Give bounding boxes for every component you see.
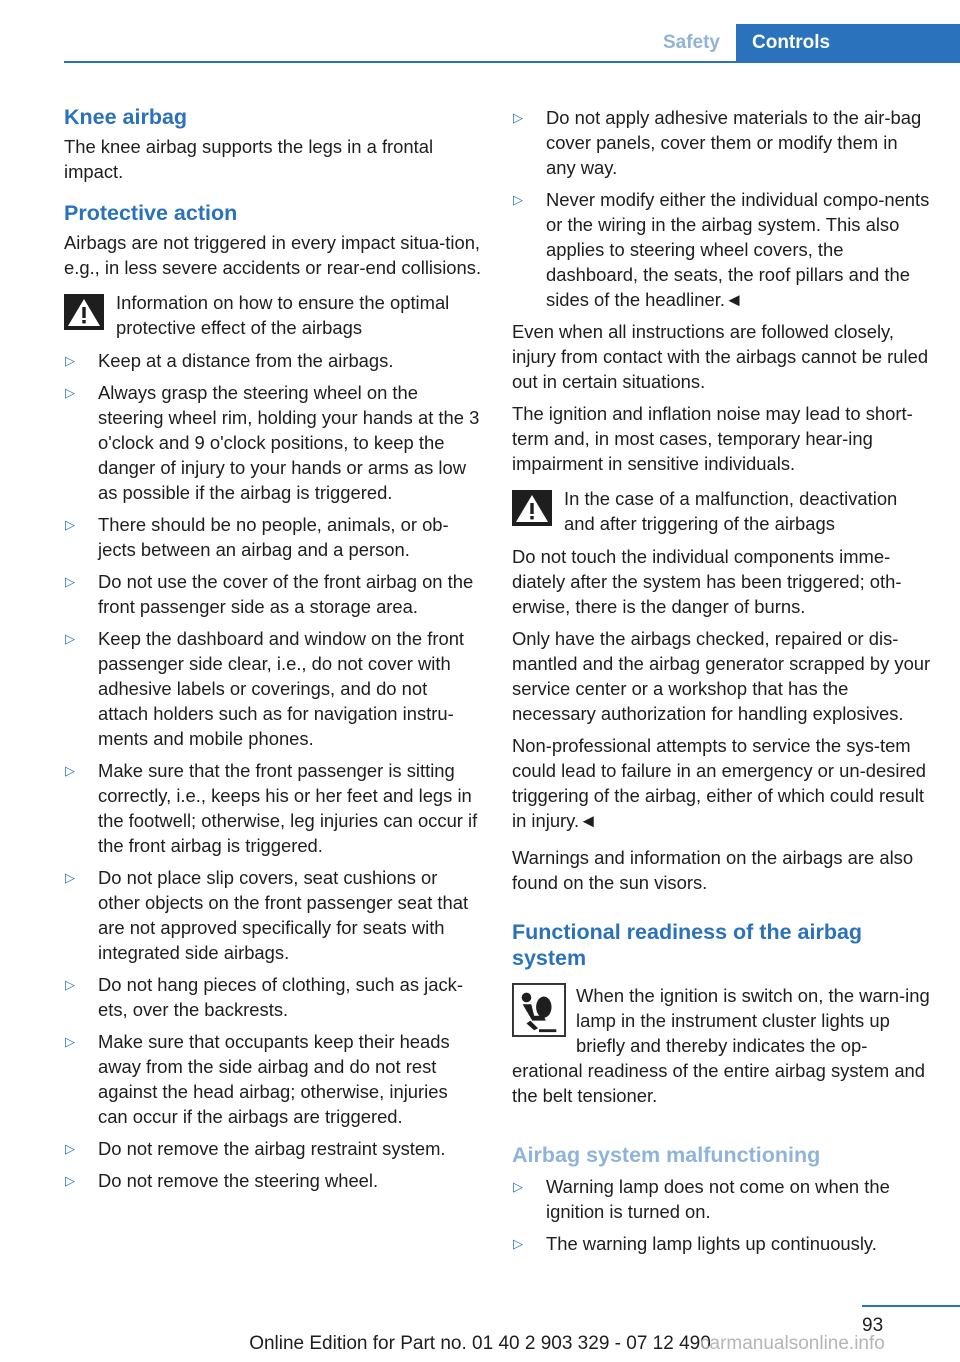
list-item-text: Do not remove the steering wheel.	[98, 1170, 379, 1191]
right-column	[512, 105, 932, 1263]
list-item	[64, 569, 482, 619]
list-item	[64, 758, 482, 858]
paragraph: The ignition and inflation noise may lead to short-term and, in most cases, temporary hear-ing impairment in sensitive individuals.	[512, 403, 913, 474]
watermark: carmanualsonline.info	[700, 1333, 885, 1354]
list-item	[64, 348, 482, 373]
list-item-text: Do not place slip covers, seat cushions or other objects on the front passenger seat that are not approved specifically for seats with integrated side airbags.	[98, 867, 469, 963]
triangle-bullet-icon: ▷	[65, 1173, 75, 1188]
triangle-bullet-icon: ▷	[513, 110, 523, 125]
list-item-text: Do not remove the airbag restraint system.	[98, 1138, 446, 1159]
triangle-bullet-icon: ▷	[513, 1179, 523, 1194]
list-item-text: Do not hang pieces of clothing, such as jack-ets, over the backrests.	[98, 974, 463, 1020]
warning-triangle-icon	[64, 294, 104, 330]
list-item	[64, 972, 482, 1022]
paragraph: Even when all instructions are followed closely, injury from contact with the airbags cannot be ruled out in certain situations.	[512, 321, 929, 392]
warning-note	[64, 290, 482, 340]
triangle-bullet-icon: ▷	[513, 192, 523, 207]
list-item-text: Do not apply adhesive materials to the air-bag cover panels, cover them or modify them in any way.	[546, 107, 922, 178]
readiness-heading: Functional readiness of the airbag system	[512, 920, 863, 970]
airbag-warning-lamp-icon	[512, 983, 566, 1037]
knee-airbag-text: The knee airbag supports the legs in a frontal impact.	[64, 136, 434, 182]
header-divider	[64, 61, 960, 63]
list-item	[64, 380, 482, 505]
list-item	[64, 512, 482, 562]
list-item-text: The warning lamp lights up continuously.	[546, 1233, 877, 1254]
tab-safety: Safety	[662, 32, 720, 53]
list-item	[512, 1174, 932, 1224]
knee-airbag-heading: Knee airbag	[64, 105, 188, 129]
list-item-text: Make sure that occupants keep their heads away from the side airbag and do not rest against the head airbag; otherwise, injuries can occur if the airbags are triggered.	[98, 1031, 450, 1127]
list-item	[64, 1168, 482, 1193]
list-item	[64, 865, 482, 965]
triangle-bullet-icon: ▷	[65, 517, 75, 532]
list-item-text: Warning lamp does not come on when the ignition is turned on.	[546, 1176, 890, 1222]
readiness-text-block	[512, 983, 932, 1108]
malfunction-bullet-list	[512, 1174, 932, 1256]
triangle-bullet-icon: ▷	[65, 574, 75, 589]
left-column	[64, 100, 482, 1200]
list-item-text: Do not use the cover of the front airbag on the front passenger side as a storage area.	[98, 571, 474, 617]
warning-text: Information on how to ensure the optimal protective effect of the airbags	[116, 292, 450, 338]
modification-bullet-list	[512, 105, 932, 312]
triangle-bullet-icon: ▷	[65, 353, 75, 368]
warning-triangle-icon	[512, 490, 552, 526]
list-item-text: Make sure that the front passenger is sitting correctly, i.e., keeps his or her feet and legs in the footwell; otherwise, leg injuries can occur if the front airbag is triggered.	[98, 760, 478, 856]
triangle-bullet-icon: ▷	[513, 1236, 523, 1251]
triangle-bullet-icon: ▷	[65, 763, 75, 778]
page-number: 93	[862, 1315, 884, 1336]
paragraph: Warnings and information on the airbags are also found on the sun visors.	[512, 847, 914, 893]
triangle-bullet-icon: ▷	[65, 385, 75, 400]
paragraph: Only have the airbags checked, repaired or dis-mantled and the airbag generator scrapped by your service center or a workshop that has the necessary authorization for handling explosives.	[512, 628, 931, 724]
paragraph: Do not touch the individual components imme-diately after the system has been triggered; oth-erwise, there is the danger of burns.	[512, 546, 902, 617]
paragraph: Non-professional attempts to service the sys-tem could lead to failure in an emergency or un-desired triggering of the airbag, either of which could result in injury.◄	[512, 735, 927, 831]
list-item	[64, 1136, 482, 1161]
malfunction-heading: Airbag system malfunctioning	[512, 1143, 821, 1167]
triangle-bullet-icon: ▷	[65, 870, 75, 885]
warning-text: In the case of a malfunction, deactivation and after triggering of the airbags	[564, 488, 898, 534]
list-item	[512, 105, 932, 180]
footer-divider	[862, 1305, 960, 1307]
triangle-bullet-icon: ▷	[65, 977, 75, 992]
list-item-text: Always grasp the steering wheel on the steering wheel rim, holding your hands at the 3 o'clock and 9 o'clock positions, to keep the danger of injury to your hands or arms as low as possible if the airbag is triggered.	[98, 382, 480, 503]
readiness-text: When the ignition is switch on, the warn-ing lamp in the instrument cluster lights up briefly and thereby indicates the op-erational readiness of the entire airbag system and the belt tensioner.	[512, 985, 930, 1106]
list-item	[512, 187, 932, 312]
edition-footer: Online Edition for Part no. 01 40 2 903 329 - 07 12 490	[249, 1333, 711, 1354]
triangle-bullet-icon: ▷	[65, 631, 75, 646]
triangle-bullet-icon: ▷	[65, 1034, 75, 1049]
tab-controls: Controls	[736, 24, 960, 62]
list-item-text: There should be no people, animals, or ob-jects between an airbag and a person.	[98, 514, 449, 560]
list-item	[64, 626, 482, 751]
protective-action-heading: Protective action	[64, 201, 238, 225]
list-item-text: Keep at a distance from the airbags.	[98, 350, 394, 371]
triangle-bullet-icon: ▷	[65, 1141, 75, 1156]
warning-note	[512, 486, 932, 536]
list-item-text: Never modify either the individual compo-nents or the wiring in the airbag system. This also applies to steering wheel covers, the dashboard, the seats, the roof pillars and the sides of the headliner.◄	[546, 189, 930, 310]
list-item	[512, 1231, 932, 1256]
protective-action-text: Airbags are not triggered in every impact situa-tion, e.g., in less severe accidents or rear-end collisions.	[64, 232, 482, 278]
list-item-text: Keep the dashboard and window on the front passenger side clear, i.e., do not cover with adhesive labels or coverings, and do not attach holders such as for navigation instru-ments and mobile phones.	[98, 628, 465, 749]
safety-bullet-list	[64, 348, 482, 1193]
list-item	[64, 1029, 482, 1129]
